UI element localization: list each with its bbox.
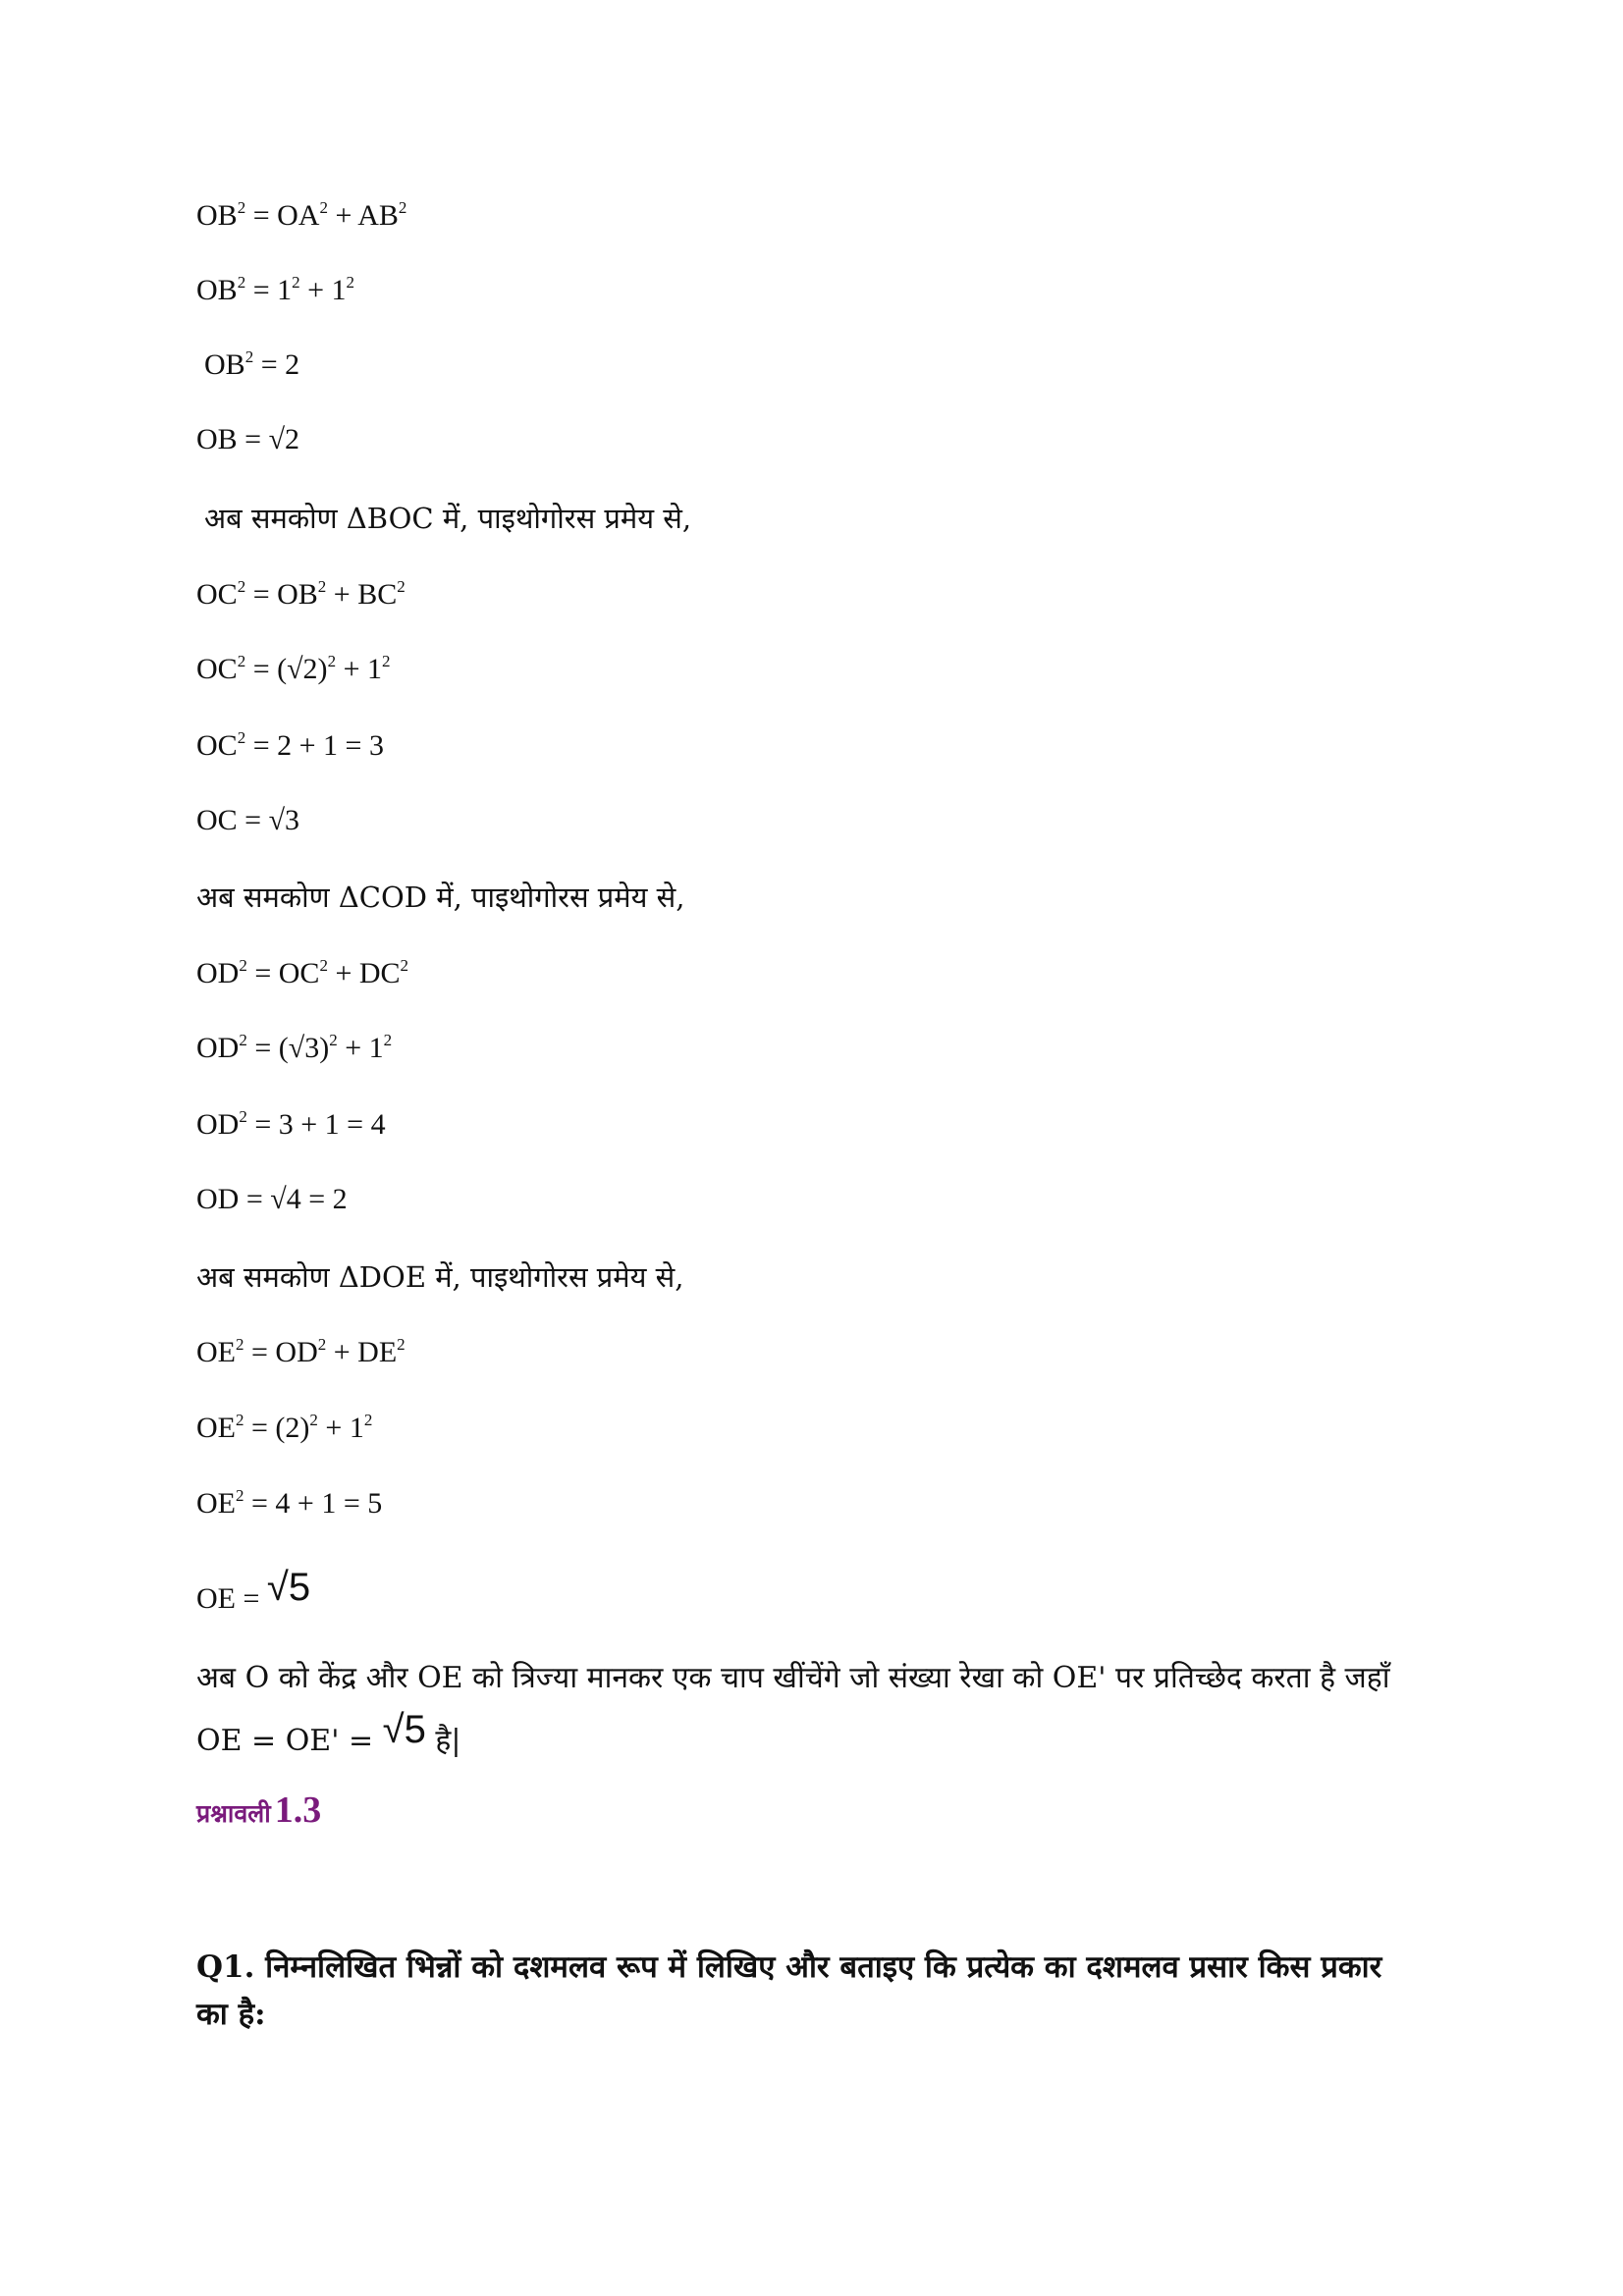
superscript: 2 bbox=[381, 652, 391, 670]
equation-line bbox=[196, 575, 406, 614]
equation-line bbox=[196, 271, 354, 310]
equation-text: = 2 + 1 = 3 bbox=[245, 729, 384, 762]
superscript: 2 bbox=[319, 198, 328, 217]
equation-line bbox=[196, 1105, 386, 1145]
equation-line bbox=[196, 1180, 348, 1219]
superscript: 2 bbox=[363, 1411, 373, 1429]
conclusion-text: अब O को केंद्र और OE को त्रिज्या मानकर एक चाप खींचेंगे जो संख्या रेखा को OE' पर प्रतिच्छेद करता है जहाँ OE = OE' = bbox=[196, 1661, 1390, 1758]
equation-text: OD bbox=[196, 1108, 240, 1141]
conclusion-paragraph bbox=[196, 1649, 1404, 1771]
root-expression: √5 bbox=[266, 1566, 311, 1609]
superscript: 2 bbox=[236, 1335, 244, 1354]
superscript: 2 bbox=[236, 1411, 244, 1429]
equation-text: OD bbox=[196, 957, 240, 989]
question-text: Q1. निम्नलिखित भिन्नों को दशमलव रूप में लिखिए और बताइए कि प्रत्येक का दशमलव प्रसार किस प्रकार का है: bbox=[196, 1949, 1382, 2032]
equation-text: = OA bbox=[245, 199, 320, 232]
equation-text: = OB bbox=[245, 578, 318, 611]
superscript: 2 bbox=[237, 728, 246, 747]
superscript: 2 bbox=[327, 652, 337, 670]
equation-line bbox=[196, 1566, 311, 1619]
equation-text: = OC bbox=[246, 957, 320, 989]
superscript: 2 bbox=[397, 577, 406, 596]
superscript: 2 bbox=[292, 273, 300, 292]
equation-line bbox=[196, 1029, 392, 1068]
equation-line bbox=[196, 1484, 382, 1523]
equation-text: = (√2) bbox=[245, 653, 328, 685]
equation-line bbox=[204, 346, 299, 385]
equation-text: OC bbox=[196, 653, 238, 685]
equation-text: OE bbox=[196, 1487, 236, 1520]
equation-line bbox=[196, 196, 406, 236]
superscript: 2 bbox=[400, 956, 409, 975]
equation-text: OB bbox=[196, 274, 238, 306]
equation-text: = (√3) bbox=[246, 1032, 330, 1064]
superscript: 2 bbox=[383, 1031, 393, 1049]
equation-text: = 1 bbox=[245, 274, 293, 306]
equation-line bbox=[196, 954, 408, 993]
superscript: 2 bbox=[329, 1031, 338, 1049]
equation-text: + 1 bbox=[336, 653, 382, 685]
superscript: 2 bbox=[346, 273, 355, 292]
equation-text: OE bbox=[196, 1412, 236, 1444]
root-expression: √5 bbox=[382, 1708, 426, 1751]
equation-text: OC bbox=[196, 578, 238, 611]
superscript: 2 bbox=[244, 347, 254, 366]
doe-statement: अब समकोण ΔDOE में, पाइथोगोरस प्रमेय से, bbox=[196, 1260, 684, 1294]
section-heading-word: प्रश्नावली bbox=[196, 1799, 271, 1828]
superscript: 2 bbox=[237, 198, 246, 217]
equation-text: + BC bbox=[326, 578, 398, 611]
equation-text: OB bbox=[196, 199, 238, 232]
equation-text: + AB bbox=[327, 199, 399, 232]
section-heading bbox=[196, 1789, 321, 1832]
equation-text: OC = √3 bbox=[196, 804, 300, 836]
equation-text: OB bbox=[204, 348, 245, 381]
superscript: 2 bbox=[237, 273, 246, 292]
superscript: 2 bbox=[397, 1335, 406, 1354]
boc-statement: अब समकोण ΔBOC में, पाइथोगोरस प्रमेय से, bbox=[204, 502, 692, 535]
superscript: 2 bbox=[237, 577, 246, 596]
equation-text: = (2) bbox=[243, 1412, 310, 1444]
equation-text: = OD bbox=[243, 1336, 318, 1368]
equation-text: + 1 bbox=[317, 1412, 364, 1444]
superscript: 2 bbox=[319, 956, 328, 975]
equation-text: OE bbox=[196, 1336, 236, 1368]
equation-text: = 3 + 1 = 4 bbox=[246, 1108, 386, 1141]
equation-line bbox=[196, 801, 299, 840]
superscript: 2 bbox=[317, 1335, 327, 1354]
equation-line bbox=[196, 1409, 372, 1448]
section-heading-number: 1.3 bbox=[274, 1789, 322, 1831]
equation-text: + 1 bbox=[299, 274, 347, 306]
equation-text: + DE bbox=[326, 1336, 398, 1368]
equation-text: OC bbox=[196, 729, 238, 762]
equation-text: OD bbox=[196, 1032, 240, 1064]
superscript: 2 bbox=[239, 1031, 247, 1049]
superscript: 2 bbox=[398, 198, 407, 217]
equation-text: = 4 + 1 = 5 bbox=[243, 1487, 383, 1520]
equation-line bbox=[196, 726, 384, 766]
equation-text: + 1 bbox=[337, 1032, 384, 1064]
superscript: 2 bbox=[239, 1107, 247, 1126]
equation-text: + DC bbox=[327, 957, 401, 989]
conclusion-text: है| bbox=[425, 1724, 461, 1758]
equation-text: OB = √2 bbox=[196, 423, 300, 455]
superscript: 2 bbox=[236, 1486, 244, 1505]
equation-line bbox=[196, 650, 390, 689]
equation-line bbox=[196, 1333, 406, 1372]
equation-line bbox=[196, 420, 299, 459]
equation-text: = 2 bbox=[253, 348, 300, 381]
equation-text: OE = bbox=[196, 1582, 267, 1615]
equation-text: OD = √4 = 2 bbox=[196, 1183, 348, 1215]
superscript: 2 bbox=[237, 652, 246, 670]
cod-statement: अब समकोण ΔCOD में, पाइथोगोरस प्रमेय से, bbox=[196, 881, 685, 914]
superscript: 2 bbox=[317, 577, 327, 596]
superscript: 2 bbox=[309, 1411, 318, 1429]
superscript: 2 bbox=[239, 956, 247, 975]
